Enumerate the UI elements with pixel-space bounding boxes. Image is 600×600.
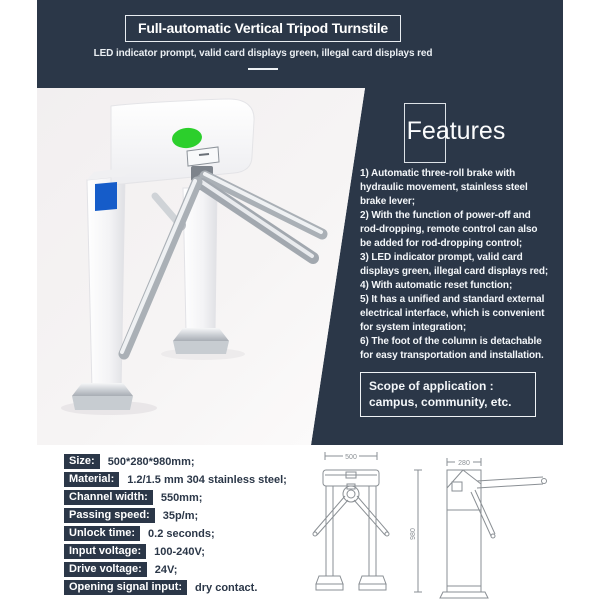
spec-list — [64, 454, 287, 595]
spec-row — [64, 490, 287, 505]
spec-row — [64, 580, 287, 595]
page-title: Full-automatic Vertical Tripod Turnstile — [125, 15, 401, 42]
feature-item: 1) Automatic three-roll brake with hydraulic movement, stainless steel brake lever; — [360, 168, 528, 207]
technical-drawings — [305, 448, 565, 600]
spec-value: 0.2 seconds; — [148, 527, 215, 540]
spec-value: 550mm; — [160, 491, 203, 504]
spec-label: Size: — [64, 454, 100, 469]
header — [37, 0, 489, 70]
spec-row — [64, 508, 287, 523]
spec-value: dry contact. — [195, 581, 258, 594]
spec-row — [64, 562, 287, 577]
left-foot — [72, 383, 133, 410]
feature-item: 3) LED indicator prompt, valid card displays green, illegal card displays red; — [360, 252, 549, 277]
spec-label: Opening signal input: — [64, 580, 187, 595]
page-subtitle: LED indicator prompt, valid card displays green, illegal card displays red — [93, 48, 433, 59]
spec-row — [64, 526, 287, 541]
dim-height: 980 — [410, 528, 417, 540]
feature-item: 5) It has a unified and standard external electrical interface, which is convenient for system integration; — [360, 294, 545, 333]
spec-value: 24V; — [154, 563, 178, 576]
front-view — [313, 452, 389, 590]
spec-label: Drive voltage: — [64, 562, 147, 577]
spec-label: Input voltage: — [64, 544, 146, 559]
center-foot — [173, 328, 229, 354]
feature-item: 4) With automatic reset function; — [360, 280, 513, 291]
spec-value: 1.2/1.5 mm 304 stainless steel; — [127, 473, 287, 486]
blue-panel — [95, 182, 117, 211]
dim-width: 500 — [345, 454, 357, 461]
features-heading: Features — [406, 117, 506, 145]
feature-item: 2) With the function of power-off and rod-dropping, remote control can also be added for rod-dropping control; — [360, 210, 538, 249]
spec-value: 35p/m; — [162, 509, 199, 522]
features-heading-block — [360, 95, 552, 165]
feature-item: 6) The foot of the column is detachable for easy transportation and installation. — [360, 336, 544, 361]
spec-row — [64, 544, 287, 559]
tripod-rods — [122, 174, 322, 354]
spec-label: Passing speed: — [64, 508, 155, 523]
spec-label: Material: — [64, 472, 119, 487]
turnstile-illustration — [37, 88, 365, 445]
features-list — [360, 167, 550, 363]
side-view — [410, 458, 547, 598]
spec-label: Unlock time: — [64, 526, 140, 541]
scope-of-application: Scope of application : campus, community, etc. — [360, 372, 536, 417]
spec-row — [64, 454, 287, 469]
spec-label: Channel width: — [64, 490, 153, 505]
features-panel — [360, 95, 552, 417]
dim-depth: 280 — [458, 460, 470, 467]
spec-value: 500*280*980mm; — [107, 455, 195, 468]
spec-row — [64, 472, 287, 487]
product-photo — [37, 88, 365, 445]
header-divider — [248, 68, 278, 70]
spec-value: 100-240V; — [154, 545, 205, 558]
